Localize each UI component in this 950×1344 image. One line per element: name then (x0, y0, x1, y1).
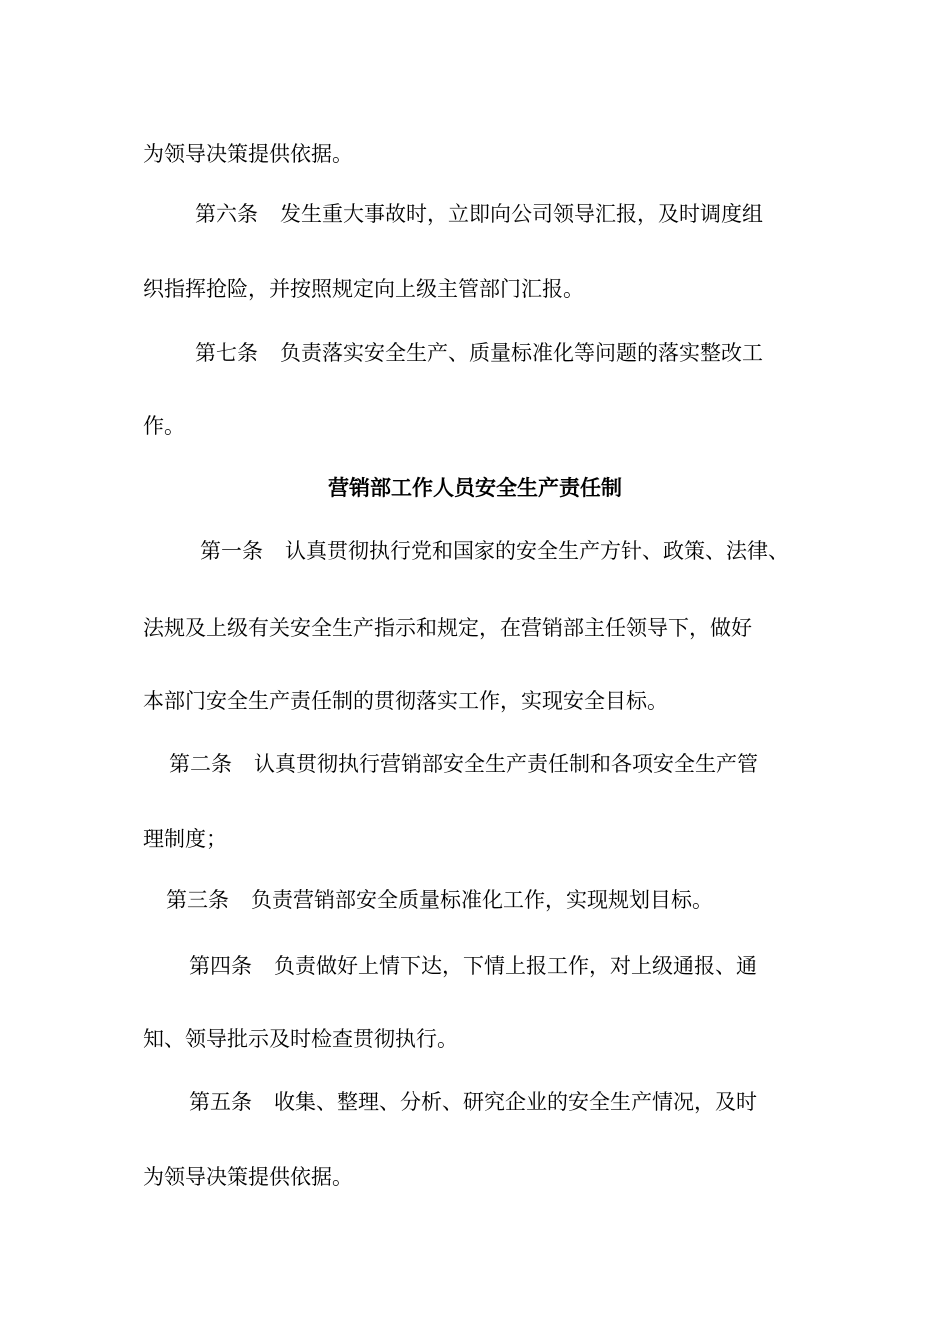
paragraph-line: 法规及上级有关安全生产指示和规定，在营销部主任领导下，做好 (143, 616, 752, 640)
article-1 (200, 537, 789, 565)
article-label: 第六条 (195, 202, 258, 226)
paragraph-line: 作。 (143, 414, 185, 438)
article-text: 负责营销部安全质量标准化工作，实现规划目标。 (251, 888, 713, 912)
article-label: 第四条 (189, 954, 252, 978)
article-label: 第一条 (200, 539, 263, 563)
article-text: 认真贯彻执行营销部安全生产责任制和各项安全生产管 (254, 752, 758, 776)
paragraph-line: 理制度； (143, 827, 227, 851)
article-4 (189, 952, 757, 980)
paragraph-line: 织指挥抢险，并按照规定向上级主管部门汇报。 (143, 277, 584, 301)
article-label: 第二条 (169, 752, 232, 776)
article-3 (166, 886, 713, 914)
article-text: 负责做好上情下达，下情上报工作，对上级通报、通 (274, 954, 757, 978)
article-text: 发生重大事故时，立即向公司领导汇报，及时调度组 (280, 202, 763, 226)
article-7 (195, 339, 763, 367)
article-6 (195, 200, 763, 228)
article-2 (169, 750, 758, 778)
article-5 (189, 1088, 757, 1116)
paragraph-line: 知、领导批示及时检查贯彻执行。 (143, 1027, 458, 1051)
article-label: 第三条 (166, 888, 229, 912)
article-text: 收集、整理、分析、研究企业的安全生产情况，及时 (274, 1090, 757, 1114)
paragraph-line: 为领导决策提供依据。 (143, 1165, 353, 1189)
paragraph-line: 为领导决策提供依据。 (143, 142, 353, 166)
article-label: 第七条 (195, 341, 258, 365)
section-title: 营销部工作人员安全生产责任制 (328, 476, 622, 500)
article-text: 认真贯彻执行党和国家的安全生产方针、政策、法律、 (285, 539, 789, 563)
article-label: 第五条 (189, 1090, 252, 1114)
article-text: 负责落实安全生产、质量标准化等问题的落实整改工 (280, 341, 763, 365)
paragraph-line: 本部门安全生产责任制的贯彻落实工作，实现安全目标。 (143, 689, 668, 713)
